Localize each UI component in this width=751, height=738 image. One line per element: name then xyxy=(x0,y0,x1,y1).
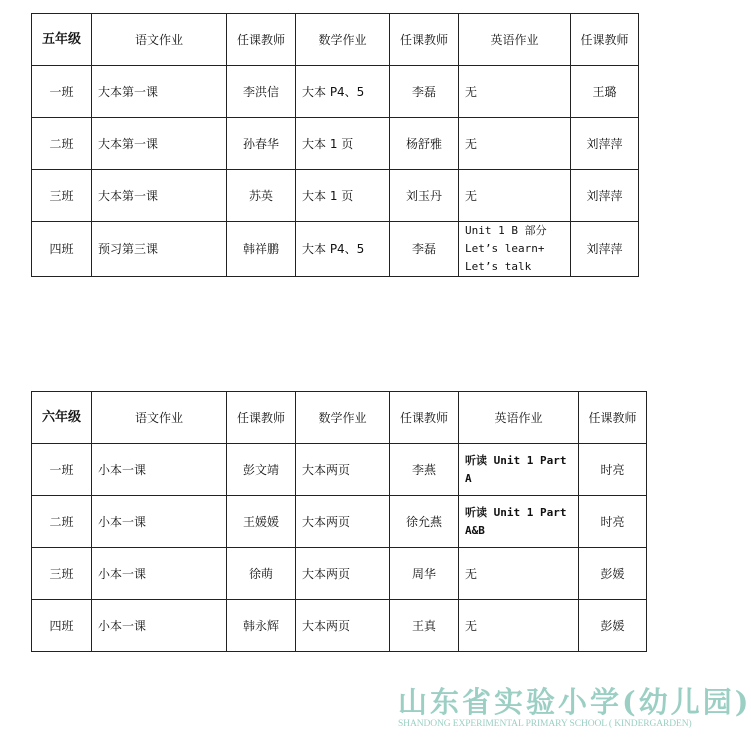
grade-label: 六年级 xyxy=(32,392,92,444)
english-teacher: 彭媛 xyxy=(579,600,647,652)
table-header-row xyxy=(32,392,647,444)
chinese-homework: 小本一课 xyxy=(92,548,227,600)
chinese-teacher: 韩祥鹏 xyxy=(227,222,296,277)
header-english-teacher: 任课教师 xyxy=(579,392,647,444)
english-homework-line: Let’s learn+ xyxy=(465,242,545,255)
school-watermark xyxy=(398,685,751,730)
watermark-chinese-name: 山东省实验小学(幼儿园) xyxy=(398,685,751,719)
math-homework: 大本两页 xyxy=(296,600,390,652)
class-name: 一班 xyxy=(32,444,92,496)
english-homework: 无 xyxy=(459,548,579,600)
math-homework: 大本 P4、5 xyxy=(296,66,390,118)
class-name: 四班 xyxy=(32,222,92,277)
english-teacher: 刘萍萍 xyxy=(571,118,639,170)
grade6-homework-table xyxy=(31,391,647,652)
math-homework: 大本 1 页 xyxy=(296,170,390,222)
math-teacher: 李磊 xyxy=(390,66,459,118)
class-name: 二班 xyxy=(32,118,92,170)
header-chinese-teacher: 任课教师 xyxy=(227,392,296,444)
class-name: 四班 xyxy=(32,600,92,652)
chinese-teacher: 徐萌 xyxy=(227,548,296,600)
header-english-homework: 英语作业 xyxy=(459,392,579,444)
chinese-teacher: 彭文靖 xyxy=(227,444,296,496)
table-row xyxy=(32,170,639,222)
math-teacher: 徐允燕 xyxy=(390,496,459,548)
header-chinese-teacher: 任课教师 xyxy=(227,14,296,66)
header-chinese-homework: 语文作业 xyxy=(92,14,227,66)
chinese-homework: 大本第一课 xyxy=(92,118,227,170)
chinese-homework: 预习第三课 xyxy=(92,222,227,277)
chinese-homework: 小本一课 xyxy=(92,600,227,652)
chinese-homework: 大本第一课 xyxy=(92,170,227,222)
chinese-teacher: 李洪信 xyxy=(227,66,296,118)
class-name: 一班 xyxy=(32,66,92,118)
math-homework: 大本 P4、5 xyxy=(296,222,390,277)
math-teacher: 杨舒雅 xyxy=(390,118,459,170)
grade5-homework-table xyxy=(31,13,639,277)
english-teacher: 刘萍萍 xyxy=(571,170,639,222)
header-math-teacher: 任课教师 xyxy=(390,14,459,66)
chinese-homework: 大本第一课 xyxy=(92,66,227,118)
english-homework: 无 xyxy=(459,118,571,170)
english-homework: 无 xyxy=(459,170,571,222)
table-row xyxy=(32,548,647,600)
grade-label: 五年级 xyxy=(32,14,92,66)
header-chinese-homework: 语文作业 xyxy=(92,392,227,444)
english-homework: 无 xyxy=(459,66,571,118)
table-row xyxy=(32,222,639,277)
english-teacher: 王璐 xyxy=(571,66,639,118)
english-homework xyxy=(459,222,571,277)
chinese-homework: 小本一课 xyxy=(92,496,227,548)
english-teacher: 彭媛 xyxy=(579,548,647,600)
math-homework: 大本两页 xyxy=(296,548,390,600)
chinese-teacher: 王媛媛 xyxy=(227,496,296,548)
english-teacher: 时亮 xyxy=(579,496,647,548)
math-teacher: 李燕 xyxy=(390,444,459,496)
class-name: 三班 xyxy=(32,170,92,222)
class-name: 二班 xyxy=(32,496,92,548)
english-teacher: 时亮 xyxy=(579,444,647,496)
watermark-english-name: SHANDONG EXPERIMENTAL PRIMARY SCHOOL ( KINDERGARDEN) xyxy=(398,719,692,729)
class-name: 三班 xyxy=(32,548,92,600)
english-homework: 无 xyxy=(459,600,579,652)
chinese-teacher: 孙春华 xyxy=(227,118,296,170)
math-teacher: 李磊 xyxy=(390,222,459,277)
chinese-teacher: 苏英 xyxy=(227,170,296,222)
english-teacher: 刘萍萍 xyxy=(571,222,639,277)
table-row xyxy=(32,66,639,118)
header-math-homework: 数学作业 xyxy=(296,14,390,66)
math-homework: 大本两页 xyxy=(296,444,390,496)
english-homework: 听读 Unit 1 Part A xyxy=(459,444,579,496)
chinese-teacher: 韩永辉 xyxy=(227,600,296,652)
header-math-homework: 数学作业 xyxy=(296,392,390,444)
english-homework-line: Unit 1 B 部分 xyxy=(465,224,547,237)
math-teacher: 刘玉丹 xyxy=(390,170,459,222)
table-row xyxy=(32,444,647,496)
table-row xyxy=(32,118,639,170)
header-english-teacher: 任课教师 xyxy=(571,14,639,66)
english-homework-line: Let’s talk xyxy=(465,260,532,273)
table-header-row xyxy=(32,14,639,66)
english-homework: 听读 Unit 1 Part A&B xyxy=(459,496,579,548)
math-teacher: 王真 xyxy=(390,600,459,652)
math-homework: 大本两页 xyxy=(296,496,390,548)
header-math-teacher: 任课教师 xyxy=(390,392,459,444)
math-teacher: 周华 xyxy=(390,548,459,600)
header-english-homework: 英语作业 xyxy=(459,14,571,66)
chinese-homework: 小本一课 xyxy=(92,444,227,496)
math-homework: 大本 1 页 xyxy=(296,118,390,170)
table-row xyxy=(32,496,647,548)
table-row xyxy=(32,600,647,652)
